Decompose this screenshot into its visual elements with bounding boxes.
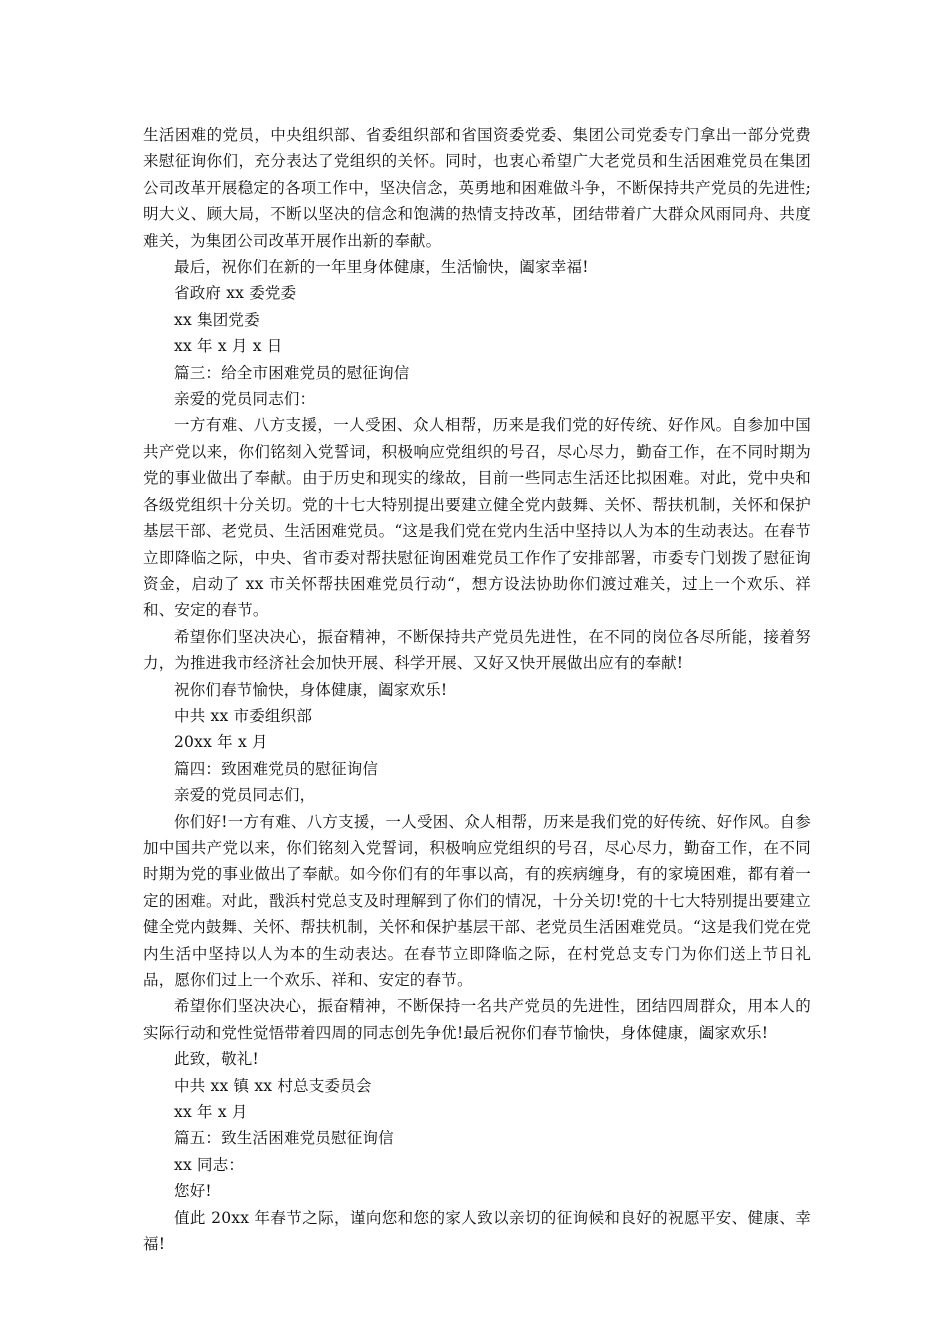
document-page xyxy=(143,122,811,1257)
section-heading-3: 篇三：给全市困难党员的慰征询信 xyxy=(174,363,410,382)
body-paragraph-continued: 生活困难的党员，中央组织部、省委组织部和省国资委党委、集团公司党委专门拿出一部分党费来慰征询你们，充分表达了党组织的关怀。同时，也衷心希望广大老党员和生活困难党员在集团公司改革开展稳定的各项工作中，坚决信念，英勇地和困难做斗争，不断保持共产党员的先进性;明大义、顾大局，不断以坚决的信念和饱满的热情支持改革，团结带着广大群众风雨同舟、共度难关，为集团公司改革开展作出新的奉献。 xyxy=(143,126,811,250)
signature-date: 20xx 年 x 月 xyxy=(174,733,268,752)
signature-line: 中共 xx 镇 xx 村总支委员会 xyxy=(174,1076,372,1095)
section-heading-4: 篇四：致困难党员的慰征询信 xyxy=(174,759,379,778)
body-paragraph: 一方有难、八方支援，一人受困、众人相帮，历来是我们党的好传统、好作风。自参加中国共产党以来，你们铭刻入党誓词，积极响应党组织的号召，尽心尽力，勤奋工作，在不同时期为党的事业做出了奉献。由于历史和现实的缘故，目前一些同志生活还比拟困难。对此，党中央和各级党组织十分关切。党的十七大特别提出要建立健全党内鼓舞、关怀、帮扶机制，关怀和保护基层干部、老党员、生活困难党员。“这是我们党在党内生活中坚持以人为本的生动表达。在春节立即降临之际，中央、省市委对帮扶慰征询困难党员工作作了安排部署，市委专门划拨了慰征询资金，启动了 xx 市关怀帮扶困难党员行动“，想方设法协助你们渡过难关，过上一个欢乐、祥和、安定的春节。 xyxy=(143,416,811,620)
salutation: xx 同志： xyxy=(174,1155,245,1174)
signature-line-2: xx 集团党委 xyxy=(174,310,260,329)
signature-line-1: 省政府 xx 委党委 xyxy=(174,284,297,303)
greeting: 您好! xyxy=(174,1182,212,1201)
signature-line: 中共 xx 市委组织部 xyxy=(174,706,313,725)
signature-date: xx 年 x 月 xyxy=(174,1103,248,1122)
body-paragraph: 值此 20xx 年春节之际，谨向您和您的家人致以亲切的征询候和良好的祝愿平安、健康、幸福! xyxy=(143,1208,811,1254)
body-paragraph: 希望你们坚决决心，振奋精神，不断保持一名共产党员的先进性，团结四周群众，用本人的实际行动和党性觉悟带着四周的同志创先争优!最后祝你们春节愉快，身体健康，阖家欢乐! xyxy=(143,997,811,1042)
section-heading-5: 篇五：致生活困难党员慰征询信 xyxy=(174,1129,394,1148)
salutation: 亲爱的党员同志们： xyxy=(174,390,316,409)
closing-wishes: 祝你们春节愉快，身体健康，阖家欢乐! xyxy=(174,680,448,699)
body-paragraph: 希望你们坚决决心，振奋精神，不断保持共产党员先进性，在不同的岗位各尽所能，接着努力，为推进我市经济社会加快开展、科学开展、又好又快开展做出应有的奉献! xyxy=(143,627,811,673)
closing-wishes: 最后，祝你们在新的一年里身体健康，生活愉快，阖家幸福! xyxy=(174,258,589,277)
body-paragraph: 你们好!一方有难、八方支援，一人受困、众人相帮，历来是我们党的好传统、好作风。自参加中国共产党以来，你们铭刻入党誓词，积极响应党组织的号召，尽心尽力，勤奋工作，在不同时期为党的事业做出了奉献。如今你们有的年事以高，有的疾病缠身，有的家境困难，都有着一定的困难。对此，戬浜村党总支及时理解到了你们的情况，十分关切!党的十七大特别提出要建立健全党内鼓舞、关怀、帮扶机制，关怀和保护基层干部、老党员生活困难党员。“这是我们党在党内生活中坚持以人为本的生动表达。在春节立即降临之际，在村党总支专门为你们送上节日礼品，愿你们过上一个欢乐、祥和、安定的春节。 xyxy=(143,812,811,989)
signature-date: xx 年 x 月 x 日 xyxy=(174,337,283,356)
salutation: 亲爱的党员同志们， xyxy=(174,786,316,805)
closing-salute: 此致，敬礼! xyxy=(174,1050,259,1069)
